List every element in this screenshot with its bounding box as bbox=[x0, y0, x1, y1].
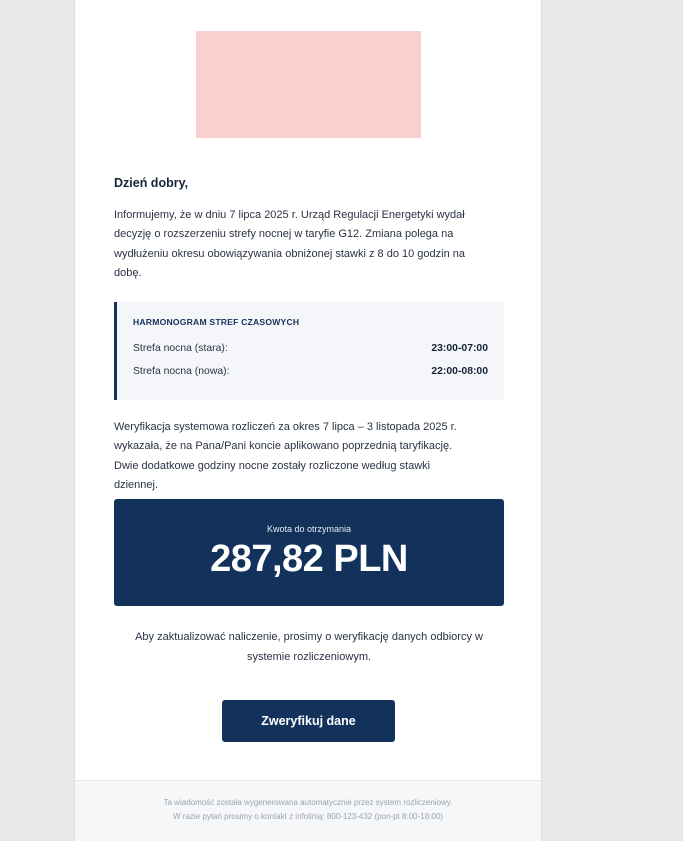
footer-line-1: Ta wiadomość została wygenerowana automatycznie przez system rozliczeniowy. bbox=[163, 798, 453, 807]
amount-label: Kwota do otrzymania bbox=[266, 524, 352, 534]
schedule-title: HARMONOGRAM STREF CZASOWYCH bbox=[133, 317, 300, 327]
schedule-row-old bbox=[133, 343, 488, 357]
schedule-box bbox=[114, 302, 504, 400]
intro-paragraph: Informujemy, że w dniu 7 lipca 2025 r. Urząd Regulacji Energetyki wydał decyzję o rozszerzeniu strefy nocnej w taryfie G12. Zmiana polega na wydłużeniu okresu obowiązywania obniżonej stawki z 8 do 10 godzin na dobę. bbox=[114, 209, 465, 280]
schedule-row-new bbox=[133, 366, 488, 380]
email-body bbox=[75, 0, 541, 841]
request-paragraph: Aby zaktualizować naliczenie, prosimy o weryfikację danych odbiorcy w systemie rozliczeniowym. bbox=[135, 631, 483, 663]
footer-line-2: W razie pytań prosimy o kontakt z infolinią: 800-123-432 (pon-pt 8:00-18:00) bbox=[173, 812, 443, 821]
schedule-row-value: 23:00-07:00 bbox=[431, 343, 488, 354]
verify-data-button[interactable]: Zweryfikuj dane bbox=[222, 700, 395, 742]
schedule-row-value: 22:00-08:00 bbox=[431, 366, 488, 377]
logo-image-placeholder bbox=[196, 31, 421, 138]
schedule-row-label: Strefa nocna (nowa): bbox=[133, 366, 230, 377]
verification-paragraph: Weryfikacja systemowa rozliczeń za okres 7 lipca – 3 listopada 2025 r. wykazała, że na Pana/Pani koncie aplikowano poprzednią taryfikację. Dwie dodatkowe godziny nocne zostały rozliczone według stawki dziennej. bbox=[114, 421, 457, 492]
amount-value: 287,82 PLN bbox=[210, 538, 408, 580]
greeting: Dzień dobry, bbox=[114, 176, 189, 190]
footer bbox=[75, 780, 541, 841]
amount-box bbox=[114, 499, 504, 606]
schedule-row-label: Strefa nocna (stara): bbox=[133, 343, 228, 354]
